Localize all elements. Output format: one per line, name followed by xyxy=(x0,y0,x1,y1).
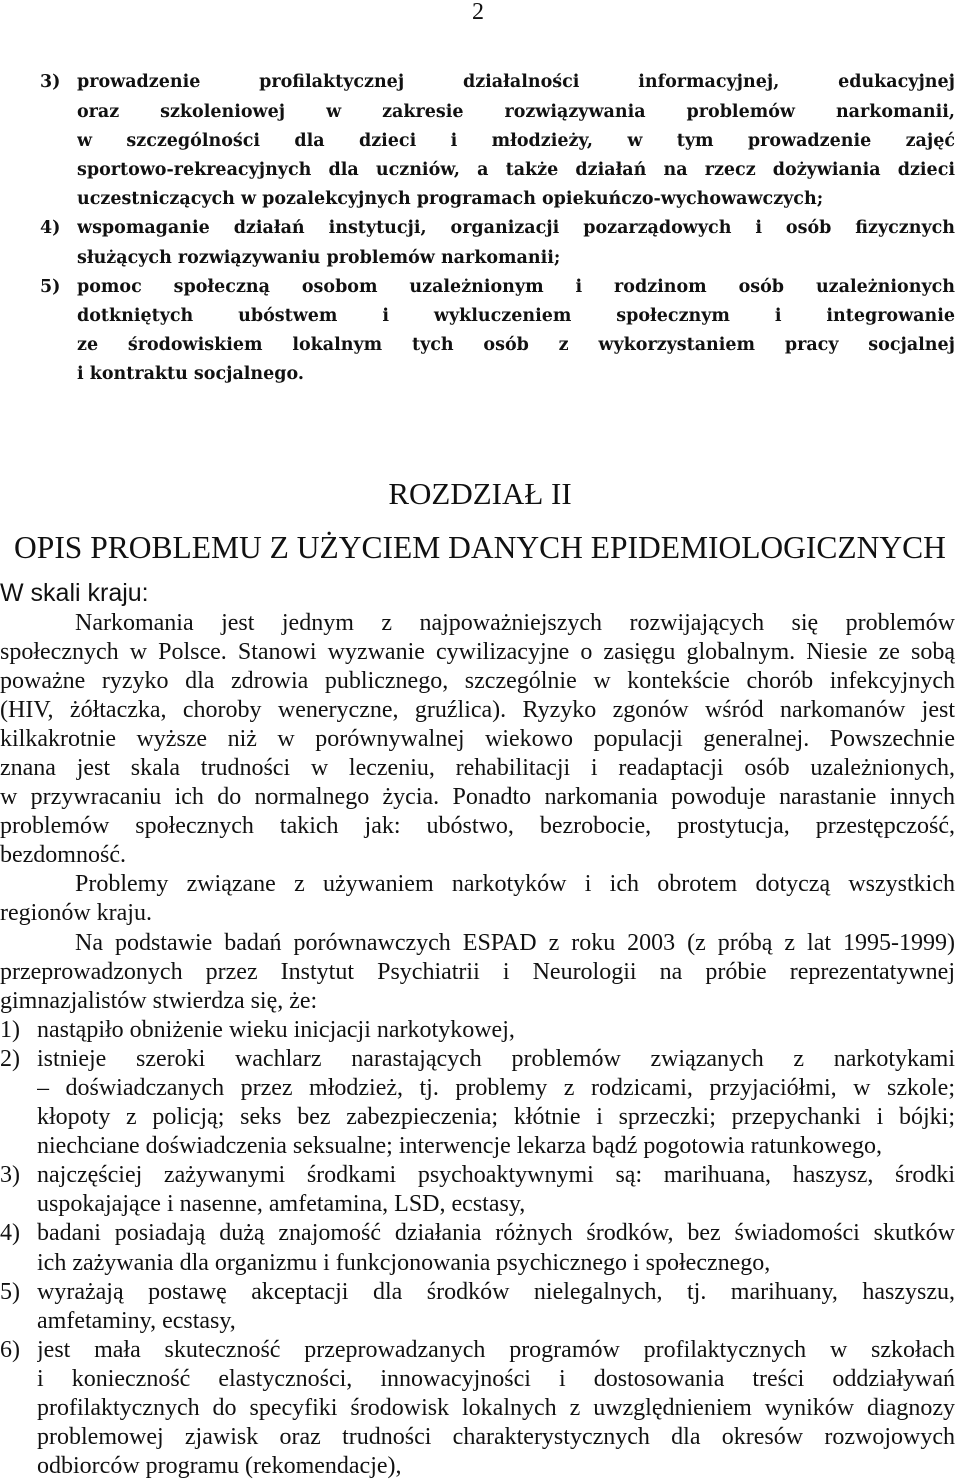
paragraph xyxy=(0,870,955,928)
findings-list xyxy=(0,1016,955,1482)
page-number: 2 xyxy=(472,0,484,25)
text-line: gimnazjalistów stwierdza się, że: xyxy=(0,987,318,1014)
list-marker: 3) xyxy=(0,1162,20,1189)
text-line: Narkomania jest jednym z najpoważniejszych rozwijających się problemów xyxy=(75,609,955,636)
text-line: badani posiadają dużą znajomość działania różnych środków, bez świadomości skutków xyxy=(37,1220,955,1247)
text-line: niechciane doświadczenia seksualne; interwencje lekarza bądź pogotowia ratunkowego, xyxy=(37,1133,882,1160)
list-marker: 5) xyxy=(0,1278,20,1305)
text-line: społecznych w Polsce. Stanowi wyzwanie cywilizacyjne o zasięgu globalnym. Niesie ze sobą xyxy=(0,638,955,665)
text-line: (HIV, żółtaczka, choroby weneryczne, gruźlica). Ryzyko zgonów wśród narkomanów jest xyxy=(0,696,955,723)
text-line: uspokajające i nasenne, amfetamina, LSD, ecstasy, xyxy=(37,1191,526,1218)
text-line: dotkniętych ubóstwem i wykluczeniem społecznym i integrowanie xyxy=(77,305,955,326)
list-marker: 3) xyxy=(40,72,61,93)
text-line: odbiorców programu (rekomendacje), xyxy=(37,1453,402,1480)
list-marker: 6) xyxy=(0,1336,20,1363)
text-line: istnieje szeroki wachlarz narastających problemów związanych z narkotykami xyxy=(37,1045,955,1072)
text-line: nastąpiło obniżenie wieku inicjacji narkotykowej, xyxy=(37,1016,515,1043)
text-line: kłopoty z policją; seks bez zabezpieczenia; kłótnie i sprzeczki; przepychanki i bójki; xyxy=(37,1104,955,1131)
text-line: pomoc społeczną osobom uzależnionym i rodzinom osób uzależnionych xyxy=(77,276,955,297)
text-line: w szczególności dla dzieci i młodzieży, w tym prowadzenie zajęć xyxy=(77,130,955,151)
objective-item xyxy=(0,68,960,214)
text-line: wspomaganie działań instytucji, organizacji pozarządowych i osób fizycznych xyxy=(77,218,955,239)
finding-item xyxy=(0,1278,955,1336)
chapter-heading: ROZDZIAŁ II xyxy=(388,476,572,511)
text-line: znana jest skala trudności w leczeniu, rehabilitacji i readaptacji osób uzależnionych, xyxy=(0,754,955,781)
text-line: wyrażają postawę akceptacji dla środków nielegalnych, tj. marihuany, haszyszu, xyxy=(37,1278,955,1305)
text-line: – doświadczanych przez młodzież, tj. problemy z rodzicami, przyjaciółmi, w szkole; xyxy=(37,1075,955,1101)
subsection-heading: W skali kraju: xyxy=(0,578,149,607)
paragraph xyxy=(0,609,955,871)
list-marker: 2) xyxy=(0,1045,20,1072)
text-line: sportowo-rekreacyjnych dla uczniów, a także działań na rzecz dożywiania dzieci xyxy=(77,159,955,180)
text-line: amfetaminy, ecstasy, xyxy=(37,1307,236,1334)
text-line: oraz szkoleniowej w zakresie rozwiązywania problemów narkomanii, xyxy=(77,101,955,122)
text-line: i kontraktu socjalnego. xyxy=(77,364,304,385)
list-marker: 4) xyxy=(0,1220,20,1247)
list-marker: 4) xyxy=(40,218,61,239)
text-line: ze środowiskiem lokalnym tych osób z wykorzystaniem pracy socjalnej xyxy=(77,335,955,356)
body-text xyxy=(0,609,955,1482)
text-line: przeprowadzonych przez Instytut Psychiatrii i Neurologii na próbie reprezentatywnej xyxy=(0,958,955,985)
text-line: najczęściej zażywanymi środkami psychoaktywnymi są: marihuana, haszysz, środki xyxy=(37,1162,955,1189)
finding-item xyxy=(0,1016,955,1045)
finding-item xyxy=(0,1336,955,1481)
text-line: uczestniczących w pozalekcyjnych programach opiekuńczo-wychowawczych; xyxy=(77,189,824,210)
text-line: kilkakrotnie wyższe niż w porównywalnej wiekowo populacji generalnej. Powszechnie xyxy=(0,725,955,752)
text-line: poważne ryzyko dla zdrowia publicznego, szczególnie w kontekście chorób infekcyjnych xyxy=(0,667,955,694)
list-marker: 1) xyxy=(0,1016,20,1043)
text-line: jest mała skuteczność przeprowadzanych programów profilaktycznych w szkołach xyxy=(37,1336,955,1363)
paragraph xyxy=(0,929,955,1016)
text-line: problemowej zjawisk oraz trudności charakterystycznych dla okresów rozwojowych xyxy=(37,1424,955,1451)
objectives-list xyxy=(0,68,960,389)
text-line: Na podstawie badań porównawczych ESPAD z roku 2003 (z próbą z lat 1995-1999) xyxy=(75,929,955,956)
finding-item xyxy=(0,1045,955,1161)
text-line: regionów kraju. xyxy=(0,900,152,927)
finding-item xyxy=(0,1219,955,1277)
objective-item xyxy=(0,214,960,272)
text-line: Problemy związane z używaniem narkotyków i ich obrotem dotyczą wszystkich xyxy=(75,871,955,898)
text-line: w przywracaniu ich do normalnego życia. Ponadto narkomania powoduje narastanie innych xyxy=(0,784,955,811)
text-line: służących rozwiązywaniu problemów narkomanii; xyxy=(77,247,561,268)
list-marker: 5) xyxy=(40,276,61,297)
text-line: bezdomność. xyxy=(0,842,126,869)
chapter-title: OPIS PROBLEMU Z UŻYCIEM DANYCH EPIDEMIOLOGICZNYCH xyxy=(14,530,946,565)
finding-item xyxy=(0,1161,955,1219)
objective-item xyxy=(0,273,960,390)
text-line: problemów społecznych takich jak: ubóstwo, bezrobocie, prostytucja, przestępczość, xyxy=(0,813,955,840)
text-line: profilaktycznych do specyfiki środowisk lokalnych z uwzględnieniem wyników diagnozy xyxy=(37,1395,955,1422)
text-line: i konieczność elastyczności, innowacyjności i dostosowania treści oddziaływań xyxy=(37,1365,955,1392)
text-line: ich zażywania dla organizmu i funkcjonowania psychicznego i społecznego, xyxy=(37,1249,771,1276)
text-line: prowadzenie profilaktycznej działalności informacyjnej, edukacyjnej xyxy=(77,72,955,93)
